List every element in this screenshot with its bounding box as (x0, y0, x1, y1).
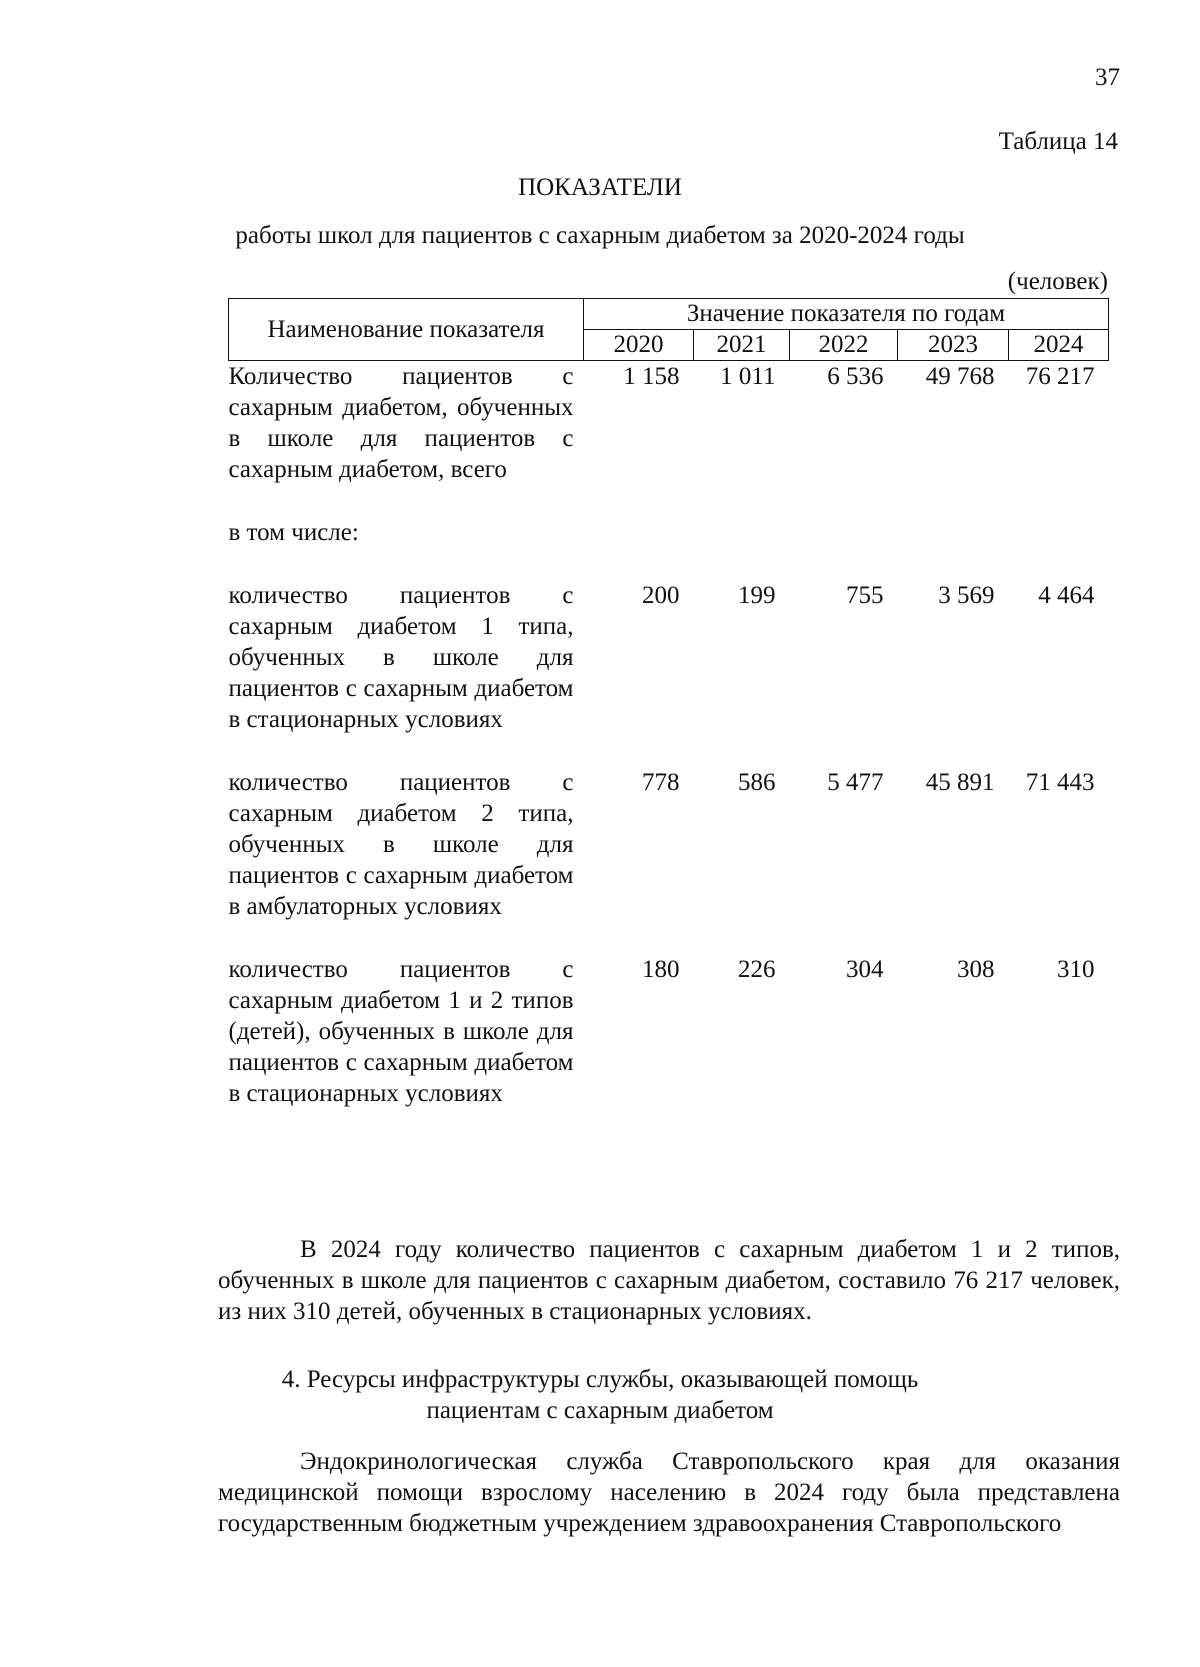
cell-value: 4 464 (1038, 582, 1095, 609)
indicators-table (228, 298, 1109, 1111)
cell-value: 76 217 (1025, 363, 1095, 390)
section-heading-line: 4. Ресурсы инфраструктуры службы, оказывающей помощь (281, 1366, 919, 1393)
row-label: количество пациентов с сахарным диабетом 2 типа, обученных в школе для пациентов с сахарным диабетом в амбулаторных условиях (228, 769, 574, 920)
cell-value: 778 (642, 769, 680, 796)
cell-value: 308 (957, 956, 995, 983)
cell-value: 1 011 (720, 363, 776, 390)
table-subtitle: работы школ для пациентов с сахарным диабетом за 2020-2024 годы (235, 222, 965, 249)
cell-value: 180 (642, 956, 680, 983)
table-row (229, 954, 1109, 1111)
header-year: 2022 (790, 330, 898, 361)
row-label: количество пациентов с сахарным диабетом 1 и 2 типов (детей), обученных в школе для пациентов с сахарным диабетом в стационарных условиях (228, 956, 574, 1107)
cell-value: 586 (738, 769, 776, 796)
header-year: 2020 (584, 330, 694, 361)
cell-value: 5 477 (827, 769, 884, 796)
units-note: (человек) (1007, 268, 1108, 295)
row-label: количество пациентов с сахарным диабетом 1 типа, обученных в школе для пациентов с сахарным диабетом в стационарных условиях (228, 582, 574, 733)
header-values-by-year: Значение показателя по годам (584, 299, 1109, 330)
row-label: Количество пациентов с сахарным диабетом, обученных в школе для пациентов с сахарным диабетом, всего (228, 363, 574, 483)
body-paragraph (218, 1446, 1120, 1539)
cell-value: 310 (1057, 956, 1095, 983)
header-year: 2024 (1009, 330, 1109, 361)
cell-value: 45 891 (925, 769, 995, 796)
section-heading-line: пациентам с сахарным диабетом (426, 1397, 774, 1424)
cell-value: 199 (738, 582, 776, 609)
cell-value: 71 443 (1025, 769, 1095, 796)
summary-paragraph (218, 1234, 1120, 1327)
cell-value: 49 768 (925, 363, 995, 390)
cell-value: 6 536 (827, 363, 884, 390)
table-row-subheading (229, 517, 1109, 580)
header-year: 2023 (898, 330, 1009, 361)
table-label: Таблица 14 (998, 128, 1118, 155)
body-paragraph-text: Эндокринологическая служба Ставропольского края для оказания медицинской помощи взрослому населению в 2024 году была представлена государственным бюджетным учреждением здравоохранения Ставропольского (218, 1448, 1120, 1537)
page-number: 37 (1095, 64, 1120, 91)
table-row (229, 361, 1109, 518)
table-row (229, 767, 1109, 954)
cell-value: 226 (738, 956, 776, 983)
cell-value: 755 (846, 582, 884, 609)
cell-value: 1 158 (623, 363, 680, 390)
header-year: 2021 (694, 330, 790, 361)
row-label: в том числе: (228, 519, 359, 546)
cell-value: 200 (642, 582, 680, 609)
cell-value: 3 569 (938, 582, 995, 609)
table-row (229, 580, 1109, 767)
header-indicator-name: Наименование показателя (229, 299, 584, 361)
table-title: ПОКАЗАТЕЛИ (518, 174, 682, 201)
cell-value: 304 (846, 956, 884, 983)
section-heading (0, 1364, 1200, 1426)
summary-paragraph-text: В 2024 году количество пациентов с сахарным диабетом 1 и 2 типов, обученных в школе для пациентов с сахарным диабетом, составило 76 217 человек, из них 310 детей, обученных в стационарных условиях. (218, 1236, 1120, 1325)
